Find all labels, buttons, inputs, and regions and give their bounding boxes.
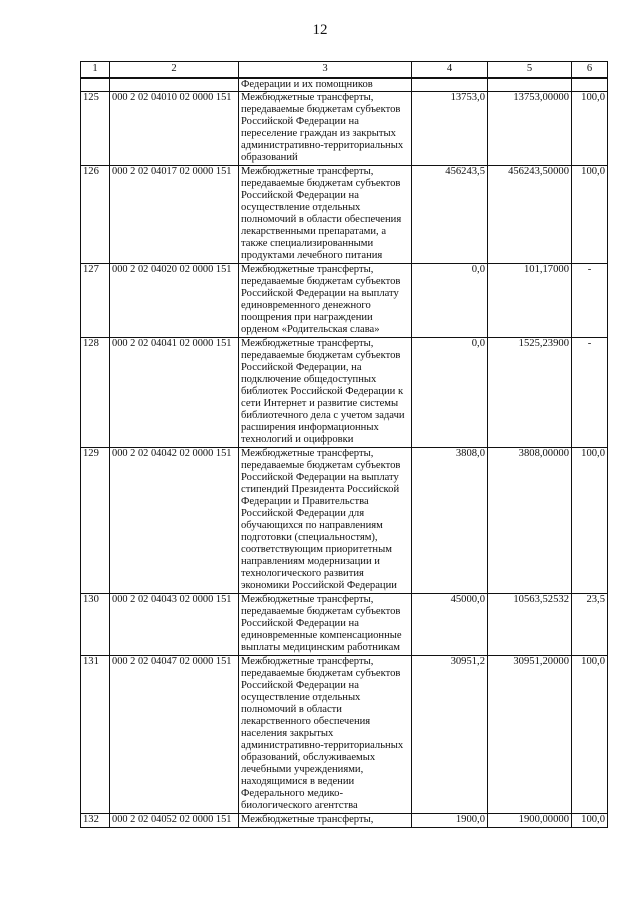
description-line: обучающихся по направлениям	[241, 520, 383, 531]
budget-code: 000 2 02 04052 02 0000 151	[110, 814, 239, 828]
page-number: 12	[312, 22, 328, 38]
header-col-1: 1	[81, 62, 110, 79]
header-row	[81, 62, 608, 79]
actual-amount: 10563,52532	[488, 594, 572, 656]
description-line: орденом «Родительская слава»	[241, 324, 380, 335]
table-row	[81, 92, 608, 166]
row-number: 131	[81, 656, 110, 814]
description-line: библиотечного дела с учетом задачи	[241, 410, 405, 421]
table-row	[81, 166, 608, 264]
continuation-row	[81, 78, 608, 92]
row-description	[239, 448, 412, 594]
description-line: сети Интернет и развитие системы	[241, 398, 399, 409]
description-line: Межбюджетные трансферты,	[241, 656, 374, 667]
budget-code: 000 2 02 04017 02 0000 151	[110, 166, 239, 264]
description-line: Федерации и Правительства	[241, 496, 369, 507]
row-description	[239, 264, 412, 338]
description-line: Межбюджетные трансферты,	[241, 338, 374, 349]
plan-amount: 1900,0	[412, 814, 488, 828]
description-line: передаваемые бюджетам субъектов	[241, 276, 401, 287]
execution-percent: 23,5	[572, 594, 608, 656]
budget-code: 000 2 02 04043 02 0000 151	[110, 594, 239, 656]
description-line: биологического агентства	[241, 800, 358, 811]
description-line: Российской Федерации на	[241, 116, 359, 127]
actual-amount: 1900,00000	[488, 814, 572, 828]
plan-amount: 45000,0	[412, 594, 488, 656]
plan-amount: 30951,2	[412, 656, 488, 814]
description-line: Межбюджетные трансферты,	[241, 814, 374, 825]
description-line: подготовки (специальностям),	[241, 532, 378, 543]
header-col-2: 2	[110, 62, 239, 79]
description-line: лечебными учреждениями,	[241, 764, 364, 775]
row-description	[239, 92, 412, 166]
description-line: направлениям модернизации и	[241, 556, 380, 567]
row-description	[239, 594, 412, 656]
description-line: соответствующим приоритетным	[241, 544, 392, 555]
header-col-6: 6	[572, 62, 608, 79]
budget-table	[80, 61, 608, 828]
execution-percent: 100,0	[572, 814, 608, 828]
description-line: осуществление отдельных	[241, 202, 361, 213]
row-description	[239, 338, 412, 448]
description-line: экономики Российской Федерации	[241, 580, 397, 591]
table-row	[81, 448, 608, 594]
row-number: 129	[81, 448, 110, 594]
description-line: Федерального медико-	[241, 788, 343, 799]
description-line: выплаты медицинским работникам	[241, 642, 401, 653]
description-line: находящимися в ведении	[241, 776, 355, 787]
description-line: Межбюджетные трансферты,	[241, 92, 374, 103]
description-line: полномочий в области	[241, 704, 342, 715]
execution-percent: -	[572, 264, 608, 338]
description-line: переселение граждан из закрытых	[241, 128, 396, 139]
description-line: Российской Федерации на	[241, 190, 359, 201]
description-line: расширения информационных	[241, 422, 379, 433]
description-line: Межбюджетные трансферты,	[241, 594, 374, 605]
row-number: 130	[81, 594, 110, 656]
description-line: населения закрытых	[241, 728, 334, 739]
description-line: осуществление отдельных	[241, 692, 361, 703]
row-description	[239, 656, 412, 814]
description-line: передаваемые бюджетам субъектов	[241, 104, 401, 115]
header-col-4: 4	[412, 62, 488, 79]
description-line: лекарственными препаратами, а	[241, 226, 387, 237]
actual-amount: 101,17000	[488, 264, 572, 338]
actual-amount: 1525,23900	[488, 338, 572, 448]
description-line: Российской Федерации для	[241, 508, 365, 519]
description-line: передаваемые бюджетам субъектов	[241, 350, 401, 361]
row-number: 126	[81, 166, 110, 264]
description-line: передаваемые бюджетам субъектов	[241, 460, 401, 471]
budget-code: 000 2 02 04041 02 0000 151	[110, 338, 239, 448]
description-line: передаваемые бюджетам субъектов	[241, 668, 401, 679]
plan-amount: 13753,0	[412, 92, 488, 166]
execution-percent: 100,0	[572, 92, 608, 166]
execution-percent: -	[572, 338, 608, 448]
continuation-text: Федерации и их помощников	[239, 78, 412, 92]
budget-code: 000 2 02 04047 02 0000 151	[110, 656, 239, 814]
description-line: административно-территориальных	[241, 740, 404, 751]
actual-amount: 30951,20000	[488, 656, 572, 814]
description-line: технологического развития	[241, 568, 364, 579]
description-line: Межбюджетные трансферты,	[241, 166, 374, 177]
description-line: также специализированными	[241, 238, 374, 249]
description-line: поощрения при награждении	[241, 312, 373, 323]
plan-amount: 456243,5	[412, 166, 488, 264]
header-col-3: 3	[239, 62, 412, 79]
description-line: Межбюджетные трансферты,	[241, 448, 374, 459]
header-col-5: 5	[488, 62, 572, 79]
table-row	[81, 656, 608, 814]
plan-amount: 3808,0	[412, 448, 488, 594]
plan-amount: 0,0	[412, 338, 488, 448]
description-line: передаваемые бюджетам субъектов	[241, 606, 401, 617]
description-line: Российской Федерации, на	[241, 362, 362, 373]
description-line: полномочий в области обеспечения	[241, 214, 402, 225]
row-description	[239, 166, 412, 264]
budget-code: 000 2 02 04042 02 0000 151	[110, 448, 239, 594]
description-line: подключение общедоступных	[241, 374, 377, 385]
execution-percent: 100,0	[572, 656, 608, 814]
execution-percent: 100,0	[572, 166, 608, 264]
row-number: 127	[81, 264, 110, 338]
description-line: Российской Федерации на	[241, 618, 359, 629]
description-line: стипендий Президента Российской	[241, 484, 400, 495]
row-description	[239, 814, 412, 828]
description-line: Межбюджетные трансферты,	[241, 264, 374, 275]
description-line: лекарственного обеспечения	[241, 716, 371, 727]
description-line: образований, обслуживаемых	[241, 752, 376, 763]
table-row	[81, 264, 608, 338]
description-line: Российской Федерации на выплату	[241, 472, 399, 483]
plan-amount: 0,0	[412, 264, 488, 338]
description-line: Российской Федерации на выплату	[241, 288, 399, 299]
description-line: передаваемые бюджетам субъектов	[241, 178, 401, 189]
actual-amount: 13753,00000	[488, 92, 572, 166]
table-row	[81, 594, 608, 656]
table-row	[81, 814, 608, 828]
actual-amount: 3808,00000	[488, 448, 572, 594]
description-line: единовременного денежного	[241, 300, 371, 311]
execution-percent: 100,0	[572, 448, 608, 594]
description-line: продуктами лечебного питания	[241, 250, 383, 261]
row-number: 125	[81, 92, 110, 166]
description-line: Российской Федерации на	[241, 680, 359, 691]
actual-amount: 456243,50000	[488, 166, 572, 264]
description-line: технологий и оцифровки	[241, 434, 354, 445]
description-line: библиотек Российской Федерации к	[241, 386, 404, 397]
budget-code: 000 2 02 04020 02 0000 151	[110, 264, 239, 338]
description-line: образований	[241, 152, 298, 163]
description-line: единовременные компенсационные	[241, 630, 402, 641]
row-number: 128	[81, 338, 110, 448]
row-number: 132	[81, 814, 110, 828]
budget-code: 000 2 02 04010 02 0000 151	[110, 92, 239, 166]
description-line: административно-территориальных	[241, 140, 404, 151]
table-row	[81, 338, 608, 448]
